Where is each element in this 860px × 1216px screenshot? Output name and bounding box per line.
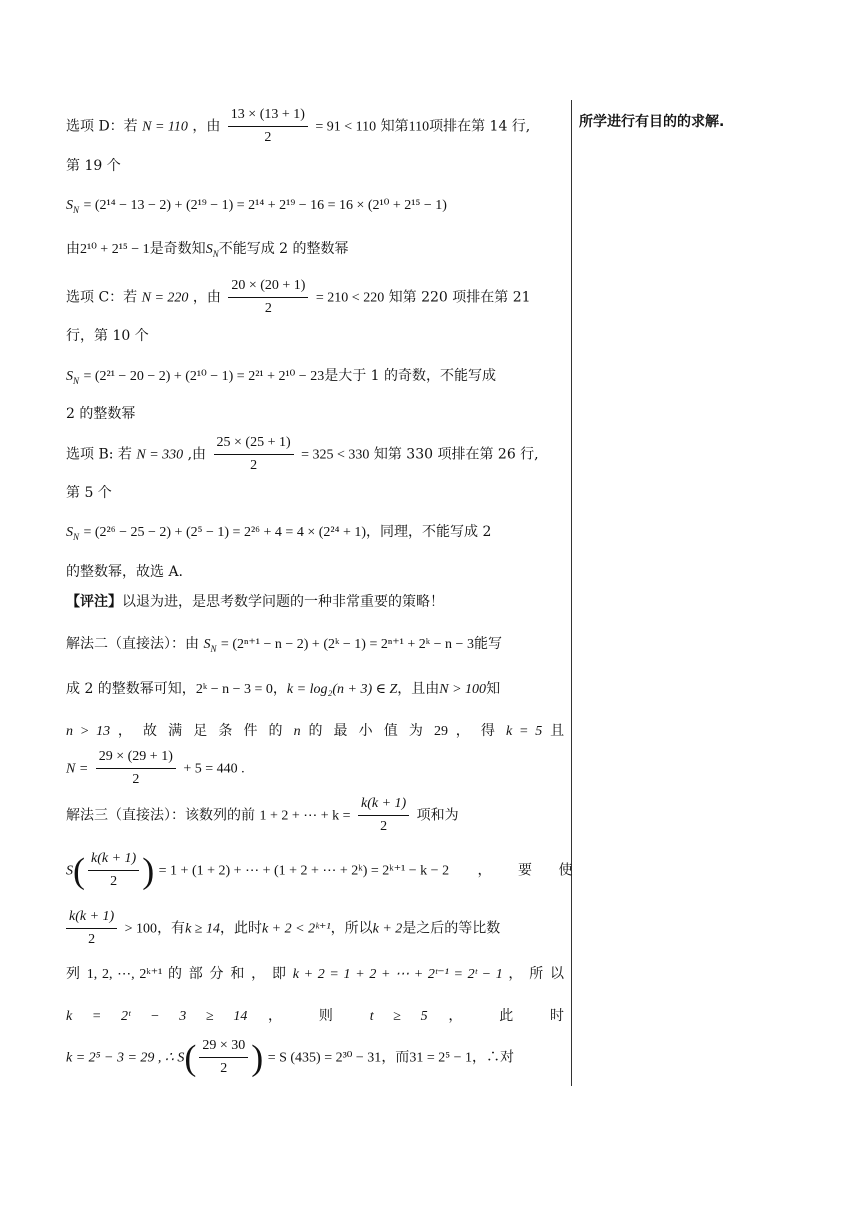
option-c-sum: $S_N = (2^{21} - 20 - 2) + (2^{10} - 1) = 2^{21} + 2^{10} - 23$是大于 1 的奇数，不能写成 — [66, 368, 497, 386]
fraction: $\frac{20 \times (20 + 1)}{2}$ — [228, 275, 308, 320]
method2-line4: N = $\frac{29 \times (29 + 1)}{2}$ + 5 = 440 . — [66, 746, 564, 791]
comment-line: 【评注】以退为进，是思考数学问题的一种非常重要的策略！ — [66, 594, 444, 610]
option-b-line: 选项 B: 若 N = 330 ,由 $\frac{25 \times (25 + 1)}{2}$ = 325 < 330 知第 330 项排在第 26 行, — [66, 432, 564, 477]
option-d-line: 选项 D：若 N = 110 ，由 $\frac{13 \times (13 + 1)}{2}$ = 91 < 110 知第110项排在第 14 行, — [66, 104, 564, 149]
fraction: $\frac{13 \times (13 + 1)}{2}$ — [228, 104, 308, 149]
option-b-wrap: 第 5 个 — [66, 485, 112, 501]
fraction: $\frac{25 \times (25 + 1)}{2}$ — [214, 432, 294, 477]
margin-note: 所学进行有目的的求解. — [579, 114, 725, 130]
method2-line2: 成 2 的整数幂可知，2ᵏ − n − 3 = 0，k = log₂(n + 3) ∈ Z，且由N > 100知 — [66, 681, 501, 697]
fraction: $\frac{29 \times (29 + 1)}{2}$ — [96, 746, 176, 791]
column-divider — [571, 100, 572, 1086]
method2-line3: n > 13 ， 故 满 足 条 件 的 n 的 最 小 值 为 29 ， 得 k = 5 且 — [66, 723, 565, 739]
option-d-sum: $S_N = (2^{14} - 13 - 2) + (2^{19} - 1) = 2^{14} + 2^{19} - 16 = 16 \times (2^{10} + 2^{15} - 1)$ — [66, 198, 447, 215]
option-d-conclusion: 由2¹⁰ + 2¹⁵ − 1是奇数知$S_N$不能写成 2 的整数幂 — [66, 241, 349, 259]
option-d-wrap: 第 19 个 — [66, 158, 121, 174]
option-b-wrap2: 的整数幂，故选 A. — [66, 564, 184, 580]
method3-partial-sum-line: 列 1, 2, ⋯, 2ᵏ⁺¹ 的 部 分 和 ， 即 k + 2 = 1 + 2 + ⋯ + 2ᵗ⁻¹ = 2ᵗ − 1 ， 所 以 — [66, 966, 564, 982]
fraction: $\frac{k(k + 1)}{2}$ — [66, 906, 117, 951]
method3-final-line: k = 2⁵ − 3 = 29 , ∴ S( $\frac{29 \times 30}{2}$ ) = S (435) = 2³⁰ − 31，而31 = 2⁵ − 1，∴对 — [66, 1035, 564, 1080]
method2-line1: 解法二（直接法）：由 $S_N = (2^{n+1} - n - 2)$ + (2ᵏ − 1) = 2ⁿ⁺¹ + 2ᵏ − n − 3能写 — [66, 636, 502, 654]
option-c-wrap2: 2 的整数幂 — [66, 406, 136, 422]
method3-condition-line: $\frac{k(k + 1)}{2}$ > 100，有k ≥ 14，此时k + 2 < 2ᵏ⁺¹，所以k + 2是之后的等比数 — [66, 906, 564, 951]
method3-line1: 解法三（直接法）：该数列的前 1 + 2 + ⋯ + k = $\frac{k(k + 1)}{2}$ 项和为 — [66, 793, 564, 838]
option-c-wrap: 行，第 10 个 — [66, 328, 149, 344]
option-b-sum: $S_N = (2^{26} - 25 - 2) + (2^5 - 1) = 2^{26} + 4 = 4 \times (2^{24} + 1)$，同理，不能写成 2 — [66, 524, 492, 542]
fraction: $\frac{k(k + 1)}{2}$ — [88, 848, 139, 893]
method3-t-line: k = 2ᵗ − 3 ≥ 14 ， 则 t ≥ 5 ， 此 时 — [66, 1008, 565, 1024]
comment-tag: 【评注】 — [66, 594, 122, 610]
fraction: $\frac{k(k + 1)}{2}$ — [358, 793, 409, 838]
method3-sum-line: S( $\frac{k(k + 1)}{2}$ ) = 1 + (1 + 2) + ⋯ + (1 + 2 + ⋯ + 2ᵏ) = 2ᵏ⁺¹ − k − 2 ， 要 使 — [66, 848, 564, 893]
option-c-line: 选项 C：若 N = 220 ，由 $\frac{20 \times (20 + 1)}{2}$ = 210 < 220 知第 220 项排在第 21 — [66, 275, 564, 320]
fraction: $\frac{29 \times 30}{2}$ — [199, 1035, 248, 1080]
